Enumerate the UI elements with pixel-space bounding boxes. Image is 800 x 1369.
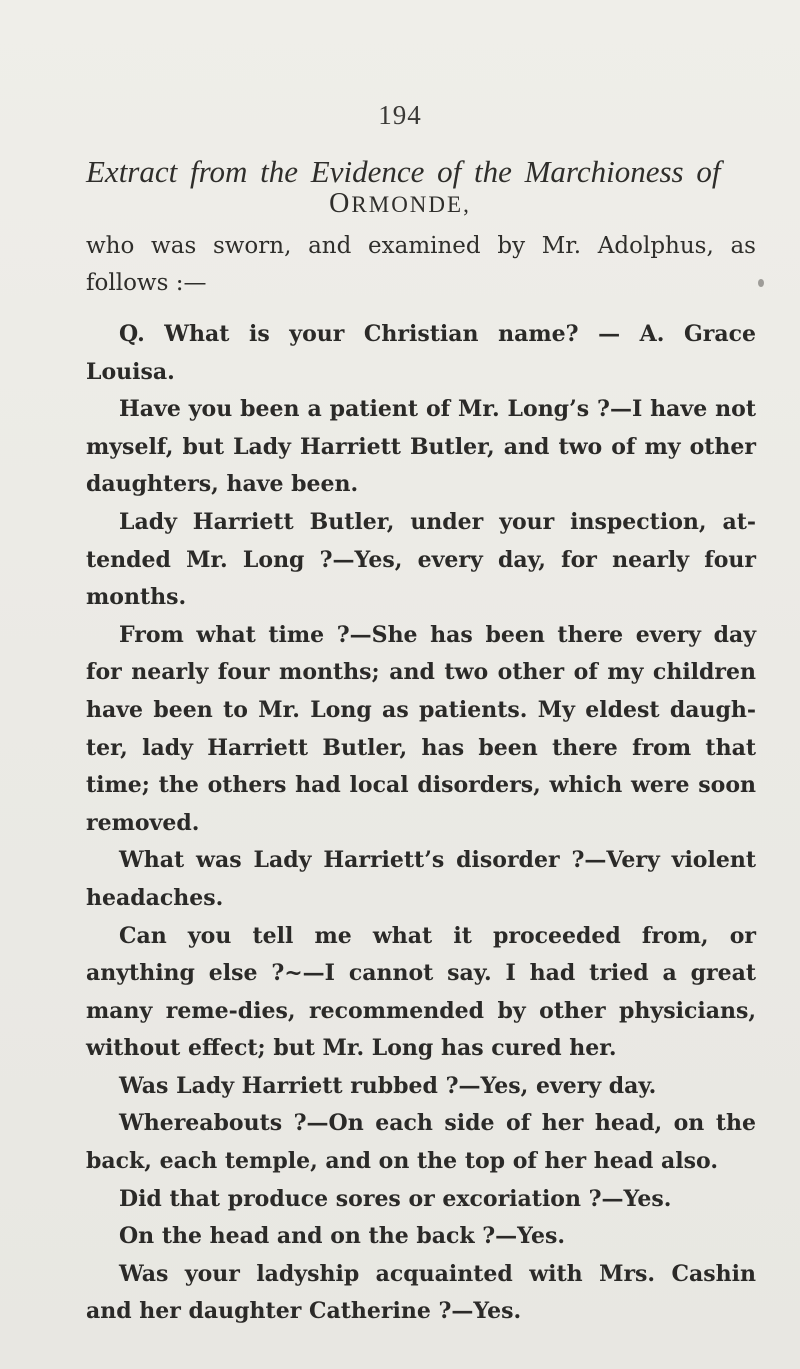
testimony-body <box>86 316 756 1331</box>
subheading-rest: RMONDE, <box>351 192 471 217</box>
paragraph: Was Lady Harriett rubbed ?—Yes, every day. <box>119 1072 657 1099</box>
paragraph: From what time ?—She has been there every day for nearly four months; and two other of my children have been to Mr. Long as patients. My eldest daugh-ter, lady Harriett Butler, has been there from that time; the others had local disorders, which were soon removed. <box>86 621 756 836</box>
paragraph: What was Lady Harriett’s disorder ?—Very violent headaches. <box>86 847 756 911</box>
paragraph: Lady Harriett Butler, under your inspection, at-tended Mr. Long ?—Yes, every day, for nearly four months. <box>86 508 756 611</box>
paragraph: Q. What is your Christian name? — A. Grace Louisa. <box>86 321 756 385</box>
paragraph: Have you been a patient of Mr. Long’s ?—I have not myself, but Lady Harriett Butler, and two of my other daughters, have been. <box>86 396 756 498</box>
intro-text: who was sworn, and examined by Mr. Adolphus, as follows :— <box>86 233 756 296</box>
paragraph: Did that produce sores or excoriation ?—Yes. <box>119 1185 672 1212</box>
paragraph: Was your ladyship acquainted with Mrs. Cashin and her daughter Catherine ?—Yes. <box>86 1260 756 1325</box>
ink-smudge <box>758 279 764 287</box>
subheading-ormonde <box>0 188 800 220</box>
paragraph: Can you tell me what it proceeded from, or anything else ?~—I cannot say. I had tried a great many reme-dies, recommended by other physicians, without effect; but Mr. Long has cured her. <box>86 922 756 1062</box>
extract-heading: Extract from the Evidence of the Marchioness of <box>86 154 721 189</box>
subheading-initial: O <box>329 188 352 219</box>
page-number: 194 <box>378 100 422 130</box>
paragraph: On the head and on the back ?—Yes. <box>119 1223 566 1250</box>
paragraph: Whereabouts ?—On each side of her head, on the back, each temple, and on the top of her head also. <box>86 1110 756 1175</box>
